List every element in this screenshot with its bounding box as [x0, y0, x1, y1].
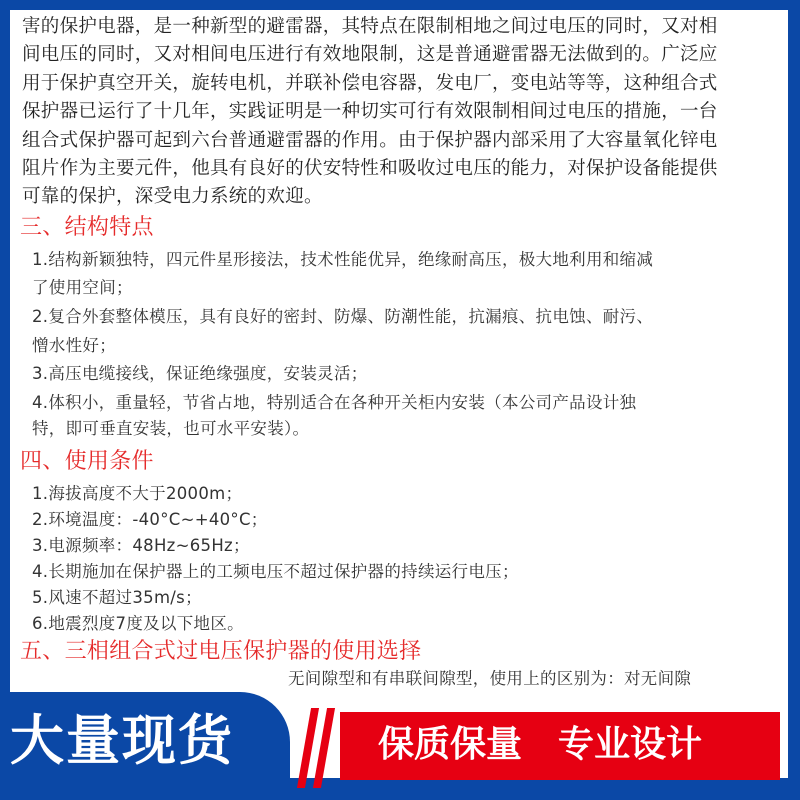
intro-line: 组合式保护器可起到六台普通避雷器的作用。由于保护器内部采用了大容量氧化锌电	[22, 130, 718, 151]
list-item: 5.风速不超过35m/s；	[32, 588, 202, 607]
section4-heading: 四、使用条件	[20, 449, 154, 474]
promo-main-text: 大量现货	[10, 709, 234, 772]
list-item: 2.复合外套整体模压，具有良好的密封、防爆、防潮性能，抗漏痕、抗电蚀、耐污、	[32, 307, 654, 326]
intro-line: 害的保护电器，是一种新型的避雷器，其特点在限制相地之间过电压的同时，又对相	[22, 16, 718, 37]
list-item: 憎水性好；	[32, 336, 116, 355]
list-item: 3.高压电缆接线，保证绝缘强度，安装灵活；	[32, 364, 368, 383]
list-item: 2.环境温度：-40°C~+40°C；	[32, 510, 268, 529]
list-item: 4.长期施加在保护器上的工频电压不超过保护器的持续运行电压；	[32, 562, 519, 581]
section3-heading: 三、结构特点	[20, 215, 154, 240]
list-item: 6.地震烈度7度及以下地区。	[32, 614, 244, 633]
intro-line: 保护器已运行了十几年，实践证明是一种切实可行有效限制相间过电压的措施，一台	[22, 101, 718, 122]
promo-slogan: 保质保量 专业设计	[378, 724, 703, 765]
list-item: 特，即可垂直安装，也可水平安装）。	[32, 419, 310, 438]
document-page	[10, 10, 788, 778]
list-item: 4.体积小，重量轻，节省占地，特别适合在各种开关柜内安装（本公司产品设计独	[32, 393, 637, 412]
intro-line: 可靠的保护，深受电力系统的欢迎。	[22, 186, 323, 207]
intro-line: 用于保护真空开关，旋转电机，并联补偿电容器，发电厂，变电站等等，这种组合式	[22, 73, 718, 94]
intro-line: 间电压的同时，又对相间电压进行有效地限制，这是普通避雷器无法做到的。广泛应	[22, 44, 718, 65]
list-item: 1.结构新颖独特，四元件星形接法，技术性能优异，绝缘耐高压，极大地利用和缩减	[32, 250, 654, 269]
list-item: 了使用空间；	[32, 278, 133, 297]
intro-line: 阻片作为主要元件，他具有良好的伏安特性和吸收过电压的能力，对保护设备能提供	[22, 158, 718, 179]
list-item: 1.海拔高度不大于2000m；	[32, 484, 243, 503]
section5-heading: 五、三相组合式过电压保护器的使用选择	[20, 639, 422, 664]
list-item: 3.电源频率：48Hz~65Hz；	[32, 536, 250, 555]
partial-line: 无间隙型和有串联间隙型，使用上的区别为：对无间隙	[288, 669, 692, 688]
